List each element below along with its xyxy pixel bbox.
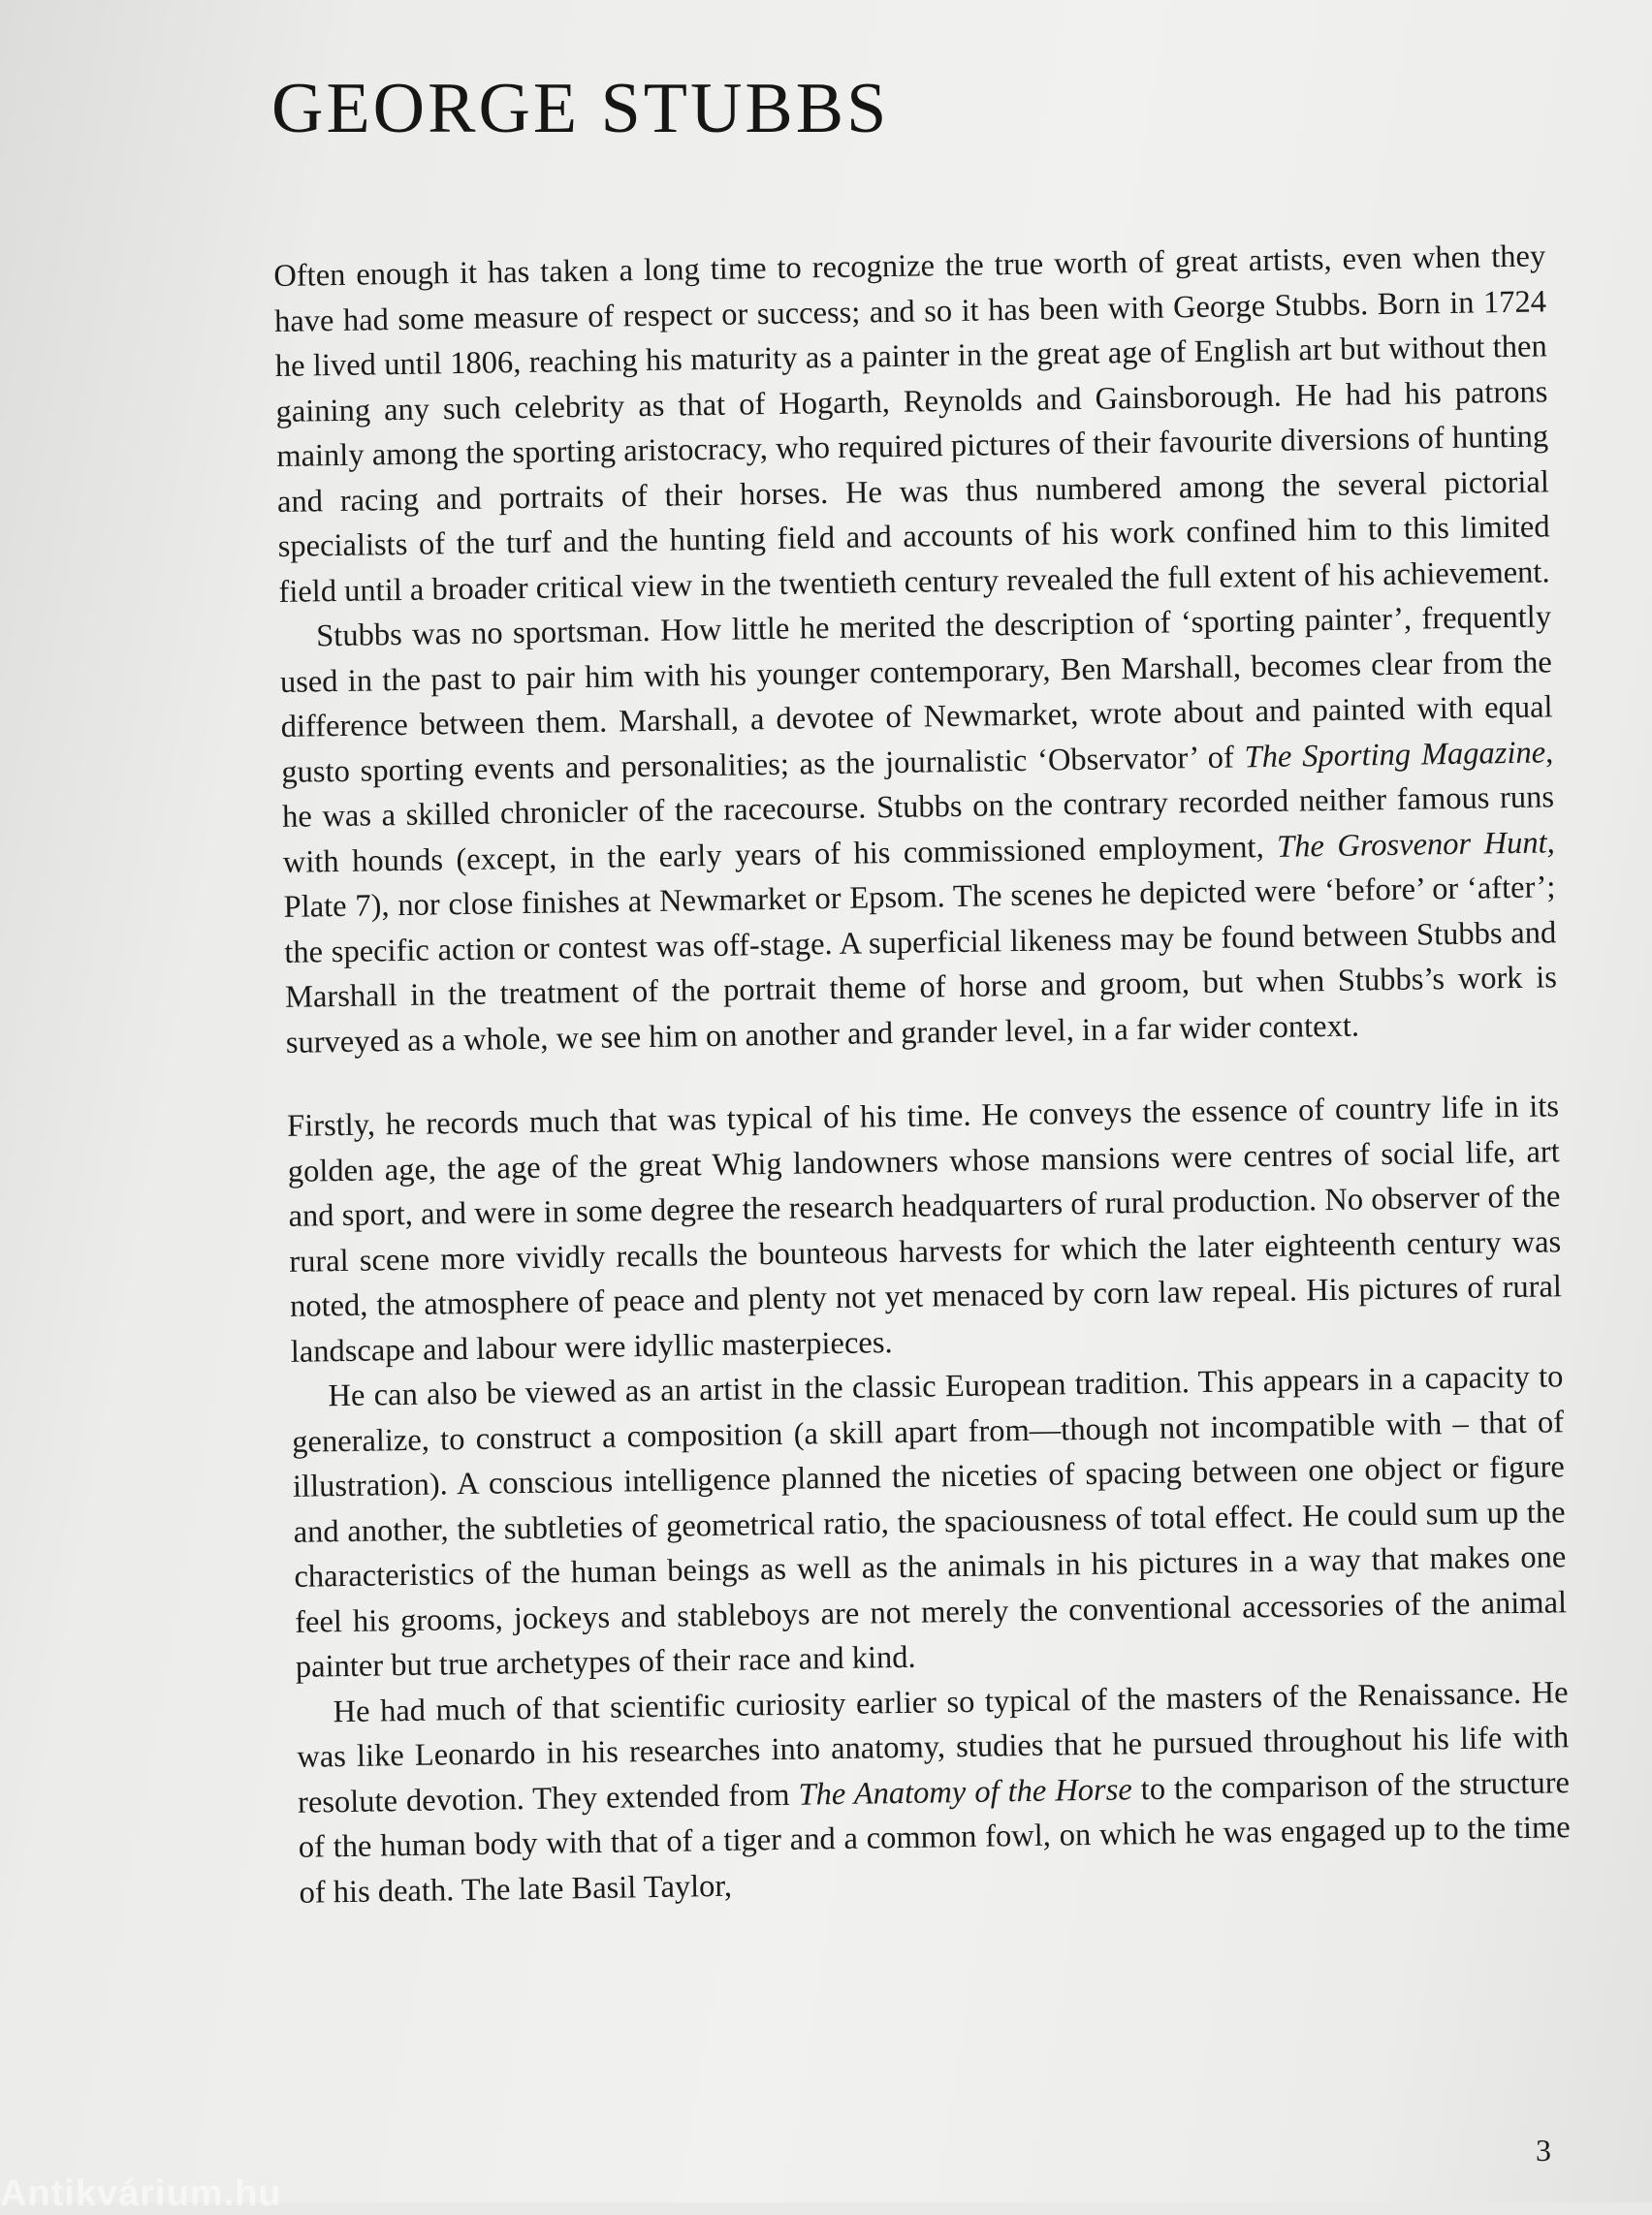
page-title: GEORGE STUBBS bbox=[271, 69, 890, 148]
paragraph bbox=[273, 234, 1551, 615]
paragraph bbox=[291, 1354, 1568, 1690]
text-run: to the comparison of the structure of the human body with that of a tiger and a common fowl, on which he was engaged up to the time of his death. The late Basil Taylor, bbox=[298, 1764, 1571, 1911]
italic-title: The Grosvenor Hunt, bbox=[1276, 824, 1555, 865]
text-run: He had much of that scientific curiosity earlier so typical of the masters of the Renaissance. He was like Leonardo in his researches into anatomy, studies that he pursued throughout his life with resolute devotion. They extended from bbox=[297, 1674, 1570, 1820]
text-run: Often enough it has taken a long time to recognize the true worth of great artists, even when they have had some measure of respect or success; and so it has been with George Stubbs. Born in 1724 he lived until 1806, reaching his maturity as a painter in the great age of English art but without then gaining any such celebrity as that of Hogarth, Reynolds and Gainsborough. He had his patrons mainly among the sporting aristocracy, who required pictures of their favourite diversions of hunting and racing and portraits of their horses. He was thus numbered among the several pictorial specialists of the turf and the hunting field and accounts of his work confined him to this limited field until a broader critical view in the twentieth century revealed the full extent of his achievement. bbox=[273, 238, 1550, 610]
italic-title: The Anatomy of the Horse bbox=[798, 1771, 1133, 1813]
italic-title: The Sporting Magazine bbox=[1244, 734, 1546, 775]
text-run: Firstly, he records much that was typical of his time. He conveys the essence of country life in its golden age, the age of the great Whig landowners whose mansions were centres of social life, art and sport, and were in some degree the research headquarters of rural production. No observer of the rural scene more vividly recalls the bounteous harvests for which the later eighteenth century was noted, the atmosphere of peace and plenty not yet menaced by corn law repeal. His pictures of rural landscape and labour were idyllic masterpieces. bbox=[286, 1089, 1563, 1370]
page-number: 3 bbox=[1536, 2133, 1551, 2168]
article-body bbox=[273, 234, 1572, 1914]
paragraph bbox=[296, 1670, 1571, 1915]
paragraph bbox=[287, 1084, 1563, 1375]
text-run: Plate 7), nor close finishes at Newmarket or Epsom. The scenes he depicted were ‘before’ or ‘after’; the specific action or contest was off-stage. A superficial likeness may be found between Stubbs and Marshall in the treatment of the portrait theme of horse and groom, but when Stubbs’s work is surveyed as a whole, we see him on another and grander level, in a far wider context. bbox=[283, 870, 1558, 1060]
watermark: Antikvárium.hu bbox=[0, 2173, 282, 2214]
text-run: Stubbs was no sportsman. How little he merited the description of ‘sporting painter’, frequently used in the past to pair him with his younger contemporary, Ben Marshall, becomes clear from the difference between them. Marshall, a devotee of Newmarket, wrote about and painted with equal gusto sporting events and personalities; as the journalistic ‘Observator’ of bbox=[279, 599, 1553, 790]
text-run: He can also be viewed as an artist in the classic European tradition. This appears in a capacity to generalize, to construct a composition (a skill apart from—though not incompatible with – that of illustration). A conscious intelligence planned the niceties of spacing between one object or figure and another, the subtleties of geometrical ratio, the spaciousness of total effect. He could sum up the characteristics of the human beings as well as the animals in his pictures in a way that makes one feel his grooms, jockeys and stableboys are not merely the conventional accessories of the animal painter but true archetypes of their race and kind. bbox=[291, 1359, 1568, 1685]
text-run: , he was a skilled chronicler of the racecourse. Stubbs on the contrary recorded neither famous runs with hounds (except, in the early years of his commissioned employment, bbox=[281, 734, 1555, 880]
paragraph bbox=[279, 594, 1558, 1065]
